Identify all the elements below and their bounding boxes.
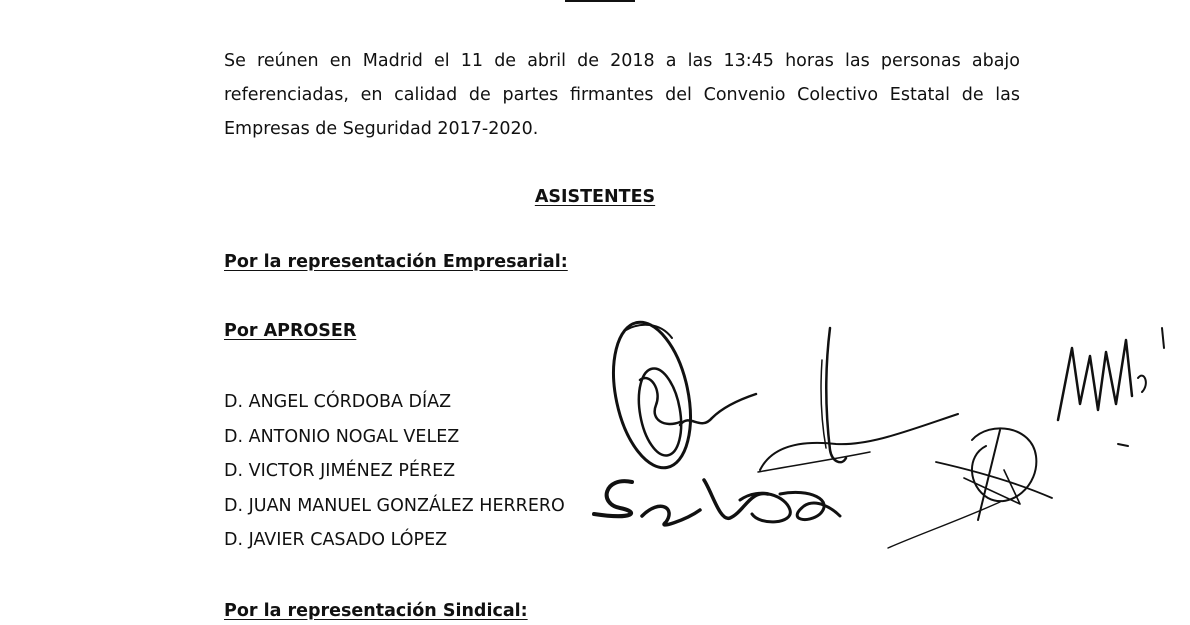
list-item: D. JUAN MANUEL GONZÁLEZ HERRERO	[224, 495, 565, 516]
employer-section-heading: Por la representación Empresarial:	[224, 252, 568, 272]
list-item: D. VICTOR JIMÉNEZ PÉREZ	[224, 461, 456, 481]
intro-paragraph: Se reúnen en Madrid el 11 de abril de 2018 a las 13:45 horas las personas abajo referenciadas, en calidad de partes firmantes del Convenio Colectivo Estatal de las Empresas de Seguridad 2017-2020.	[224, 51, 1020, 139]
list-item: D. ANTONIO NOGAL VELEZ	[224, 426, 460, 447]
aproser-member-list	[224, 390, 565, 563]
list-item: D. JAVIER CASADO LÓPEZ	[224, 530, 448, 550]
handwritten-signature-3	[1058, 328, 1164, 446]
union-section-heading: Por la representación Sindical:	[224, 601, 528, 621]
handwritten-signature-1	[601, 315, 756, 475]
attendees-heading: ASISTENTES	[534, 187, 656, 207]
aproser-heading: Por APROSER	[224, 321, 357, 341]
list-item: D. ANGEL CÓRDOBA DÍAZ	[224, 392, 452, 412]
handwritten-signature-4	[888, 428, 1052, 548]
handwritten-signature-2	[758, 328, 958, 472]
top-underline-fragment	[565, 0, 635, 2]
handwritten-signature-5	[594, 480, 840, 525]
